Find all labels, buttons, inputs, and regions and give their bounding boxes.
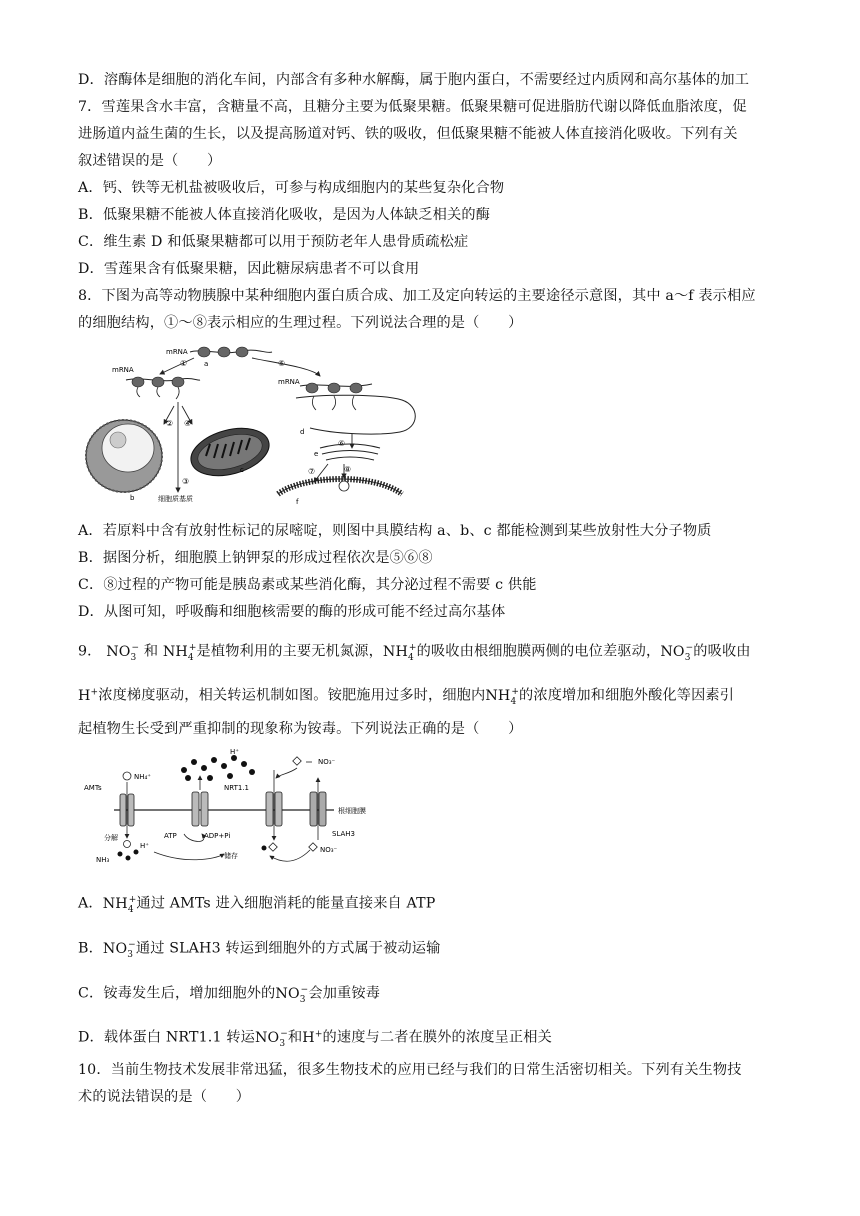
- q9-option-b: B．$NO_3^-$通过 SLAH3 转运到细胞外的方式属于被动运输: [78, 940, 441, 960]
- nitrate-formula: $NO_3^-$: [254, 1029, 288, 1049]
- hplus-top-label: H⁺: [230, 748, 239, 756]
- q7-stem-line2: 进肠道内益生菌的生长，以及提高肠道对钙、铁的吸收，但低聚果糖不能被人体直接消化吸收。下列有关: [78, 126, 738, 142]
- q9-stem-line2: H+浓度梯度驱动，相关转运机制如图。铵肥施用过多时，细胞内$NH_4^+$的浓度增加和细胞外酸化等因素引: [78, 687, 735, 707]
- ammonium-formula: $NH_4^+$: [102, 895, 137, 915]
- root-transport-figure: [84, 748, 444, 868]
- label-d: d: [300, 428, 305, 436]
- nitrate-formula: $NO_3^-$: [660, 643, 694, 663]
- q7-stem-line1: 7．雪莲果含水丰富，含糖量不高，且糖分主要为低聚果糖。低聚果糖可促进脂肪代谢以降低血脂浓度，促: [78, 99, 747, 115]
- label-a: a: [204, 360, 209, 368]
- membrane-label: 根细胞膜: [338, 807, 366, 815]
- step-5: ⑤: [278, 359, 286, 368]
- step-2: ②: [166, 419, 174, 428]
- hplus-dots-top: [181, 755, 255, 781]
- mrna-left-label: mRNA: [112, 366, 134, 374]
- ammonium-formula: $NH_4^+$: [162, 643, 197, 663]
- er-d: [296, 395, 415, 434]
- no3-bottom-label: NO₃⁻: [320, 846, 338, 854]
- q7-stem-line3: 叙述错误的是（ ）: [78, 153, 222, 169]
- q7-option-c: C．维生素 D 和低聚果糖都可以用于预防老年人患骨质疏松症: [78, 234, 469, 250]
- label-c: c: [240, 466, 244, 474]
- golgi-e: [320, 444, 380, 460]
- q10-stem-line2: 术的说法错误的是（ ）: [78, 1089, 251, 1105]
- step-4: ④: [184, 419, 192, 428]
- fenjie-label: 分解: [104, 834, 118, 842]
- nrt-label: NRT1.1: [224, 784, 249, 792]
- adp-label: ADP+Pi: [204, 832, 231, 840]
- mrna-top-label: mRNA: [166, 348, 188, 356]
- nitrate-formula: $NO_3^-$: [102, 940, 136, 960]
- q9-option-c: C．铵毒发生后，增加细胞外的$NO_3^-$会加重铵毒: [78, 985, 381, 1005]
- q9-stem-line1: 9． $NO_3^-$ 和 $NH_4^+$是植物利用的主要无机氮源，$NH_4^+$的吸收由根细胞膜两侧的电位差驱动，$NO_3^-$的吸收由: [78, 643, 751, 663]
- amts-label: AMTs: [84, 784, 102, 792]
- ribosomes-right: [306, 383, 362, 393]
- q8-stem-line1: 8．下图为高等动物胰腺中某种细胞内蛋白质合成、加工及定向转运的主要途径示意图，其中 a～f 表示相应: [78, 288, 756, 304]
- ammonium-formula: $NH_4^+$: [485, 687, 520, 707]
- no3-top-label: NO₃⁻: [318, 758, 336, 766]
- nh4-label: NH₄⁺: [134, 773, 152, 781]
- step-1: ①: [180, 359, 188, 368]
- label-e: e: [314, 450, 319, 458]
- q10-stem-line1: 10．当前生物技术发展非常迅猛，很多生物技术的应用已经与我们的日常生活密切相关。下列有关生物技: [78, 1062, 742, 1078]
- step-6: ⑥: [338, 439, 346, 448]
- cytosol-label: 细胞质基质: [158, 495, 193, 503]
- q7-option-a: A．钙、铁等无机盐被吸收后，可参与构成细胞内的某些复杂化合物: [78, 180, 505, 196]
- store-label: 储存: [224, 852, 238, 860]
- q7-option-b: B．低聚果糖不能被人体直接消化吸收，是因为人体缺乏相关的酶: [78, 207, 491, 223]
- slah3-label: SLAH3: [332, 830, 356, 838]
- proton-pump: [192, 792, 208, 826]
- hplus-bottom-label: H⁺: [140, 842, 149, 850]
- q9-option-d: D．载体蛋白 NRT1.1 转运$NO_3^-$和H+的速度与二者在膜外的浓度呈正相关: [78, 1029, 552, 1049]
- nh3-label: NH₃: [96, 856, 110, 864]
- q9-option-a: A．$NH_4^+$通过 AMTs 进入细胞消耗的能量直接来自 ATP: [78, 895, 436, 915]
- mitochondrion-c: [186, 420, 275, 483]
- label-f: f: [296, 498, 299, 506]
- step-8: ⑧: [344, 465, 352, 474]
- atp-label: ATP: [164, 832, 177, 840]
- q7-option-d: D．雪莲果含有低聚果糖，因此糖尿病患者不可以食用: [78, 261, 420, 277]
- q9-stem-line3: 起植物生长受到严重抑制的现象称为铵毒。下列说法正确的是（ ）: [78, 721, 523, 737]
- step-7: ⑦: [308, 467, 316, 476]
- q8-option-d: D．从图可知，呼吸酶和细胞核需要的酶的形成可能不经过高尔基体: [78, 604, 506, 620]
- hplus-dots-bottom: [118, 850, 139, 861]
- nucleus-b: [86, 420, 162, 492]
- q9-number: 9．: [78, 643, 102, 660]
- ribosomes-top: [198, 347, 248, 357]
- proton-formula: H+: [78, 687, 99, 704]
- q8-option-c: C．⑧过程的产物可能是胰岛素或某些消化酶，其分泌过程不需要 c 供能: [78, 577, 537, 593]
- q6-option-d: D．溶酶体是细胞的消化车间，内部含有多种水解酶，属于胞内蛋白，不需要经过内质网和高尔基体的加工: [78, 72, 750, 88]
- q8-option-a: A．若原料中含有放射性标记的尿嘧啶，则图中具膜结构 a、b、c 都能检测到某些放射性大分子物质: [78, 523, 712, 539]
- protein-pathway-figure: [82, 336, 442, 506]
- ammonium-formula: $NH_4^+$: [382, 643, 417, 663]
- ribosomes-left: [132, 377, 184, 387]
- q8-option-b: B．据图分析，细胞膜上钠钾泵的形成过程依次是⑤⑥⑧: [78, 550, 433, 566]
- step-3: ③: [182, 477, 190, 486]
- nitrate-formula: $NO_3^-$: [106, 643, 140, 663]
- proton-formula: H+: [302, 1029, 323, 1046]
- label-b: b: [130, 494, 135, 502]
- q8-stem-line2: 的细胞结构，①～⑧表示相应的生理过程。下列说法合理的是（ ）: [78, 315, 523, 331]
- nitrate-formula: $NO_3^-$: [275, 985, 309, 1005]
- mrna-right-label: mRNA: [278, 378, 300, 386]
- cell-membrane-f: [278, 479, 402, 494]
